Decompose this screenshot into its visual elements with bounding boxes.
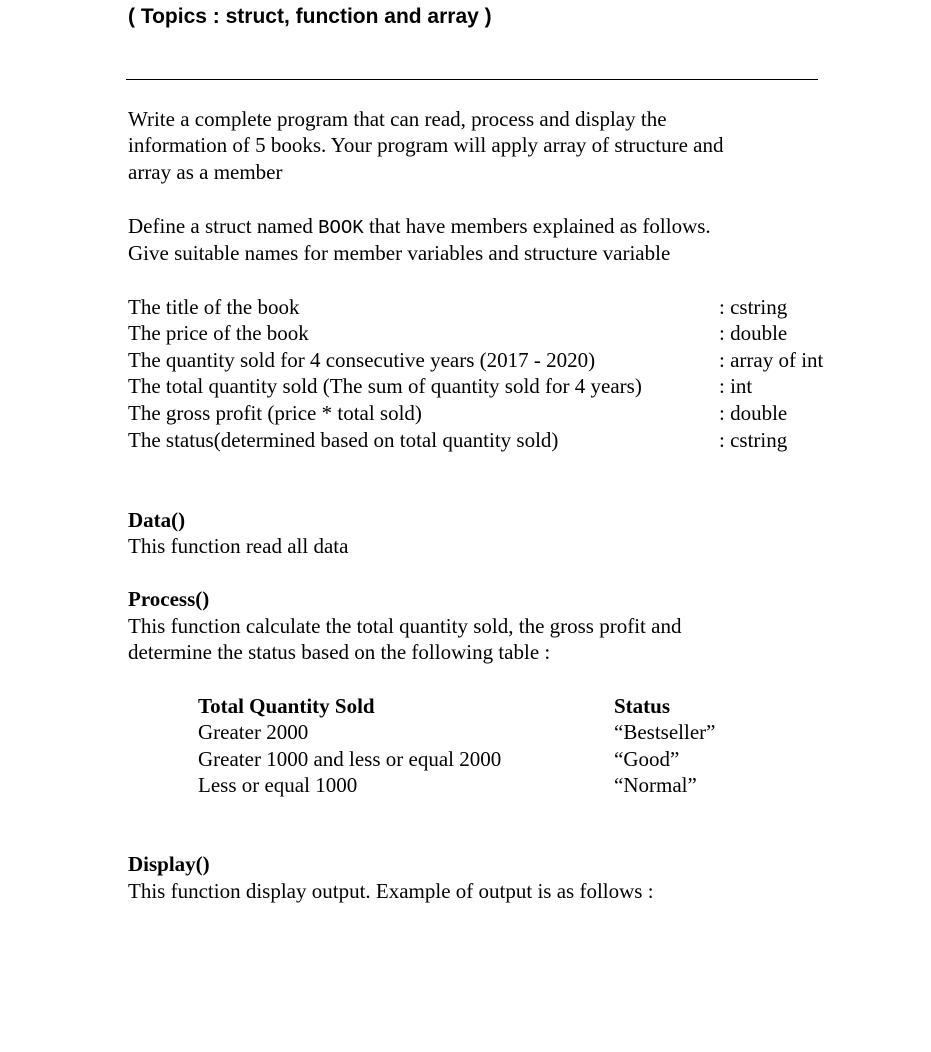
data-function-heading: Data() xyxy=(128,508,186,532)
display-function-description: This function display output. Example of output is as follows : xyxy=(128,879,654,903)
define-line-1 xyxy=(128,213,711,241)
member-description: The title of the book xyxy=(128,295,300,319)
table-cell-quantity: Greater 2000 xyxy=(198,720,309,744)
member-description: The status(determined based on total quantity sold) xyxy=(128,428,559,452)
member-description: The gross profit (price * total sold) xyxy=(128,401,422,425)
process-function-heading: Process() xyxy=(128,587,210,611)
define-line-2: Give suitable names for member variables and structure variable xyxy=(128,241,671,265)
member-type: : int xyxy=(719,374,753,398)
member-type: : double xyxy=(719,321,788,345)
horizontal-divider xyxy=(126,79,818,80)
member-description: The price of the book xyxy=(128,321,309,345)
display-function-heading: Display() xyxy=(128,852,210,876)
struct-name-code: BOOK xyxy=(318,217,364,239)
table-cell-status: “Good” xyxy=(614,747,680,771)
table-cell-status: “Normal” xyxy=(614,773,697,797)
topics-heading: ( Topics : struct, function and array ) xyxy=(128,5,492,28)
intro-line-1: Write a complete program that can read, process and display the xyxy=(128,107,667,131)
member-type: : cstring xyxy=(719,428,788,452)
intro-line-3: array as a member xyxy=(128,160,283,184)
table-cell-quantity: Less or equal 1000 xyxy=(198,773,358,797)
member-type: : double xyxy=(719,401,788,425)
member-type: : cstring xyxy=(719,295,788,319)
process-description-line-2: determine the status based on the following table : xyxy=(128,640,551,664)
table-cell-quantity: Greater 1000 and less or equal 2000 xyxy=(198,747,502,771)
member-description: The quantity sold for 4 consecutive years (2017 - 2020) xyxy=(128,348,596,372)
table-header-quantity: Total Quantity Sold xyxy=(198,694,375,718)
define-prefix: Define a struct named xyxy=(128,214,319,238)
define-suffix: that have members explained as follows. xyxy=(363,214,711,238)
table-header-status: Status xyxy=(614,694,671,718)
member-type: : array of int xyxy=(719,348,824,372)
intro-line-2: information of 5 books. Your program will apply array of structure and xyxy=(128,133,724,157)
data-function-description: This function read all data xyxy=(128,534,349,558)
member-description: The total quantity sold (The sum of quantity sold for 4 years) xyxy=(128,374,642,398)
process-description-line-1: This function calculate the total quantity sold, the gross profit and xyxy=(128,614,682,638)
table-cell-status: “Bestseller” xyxy=(614,720,716,744)
